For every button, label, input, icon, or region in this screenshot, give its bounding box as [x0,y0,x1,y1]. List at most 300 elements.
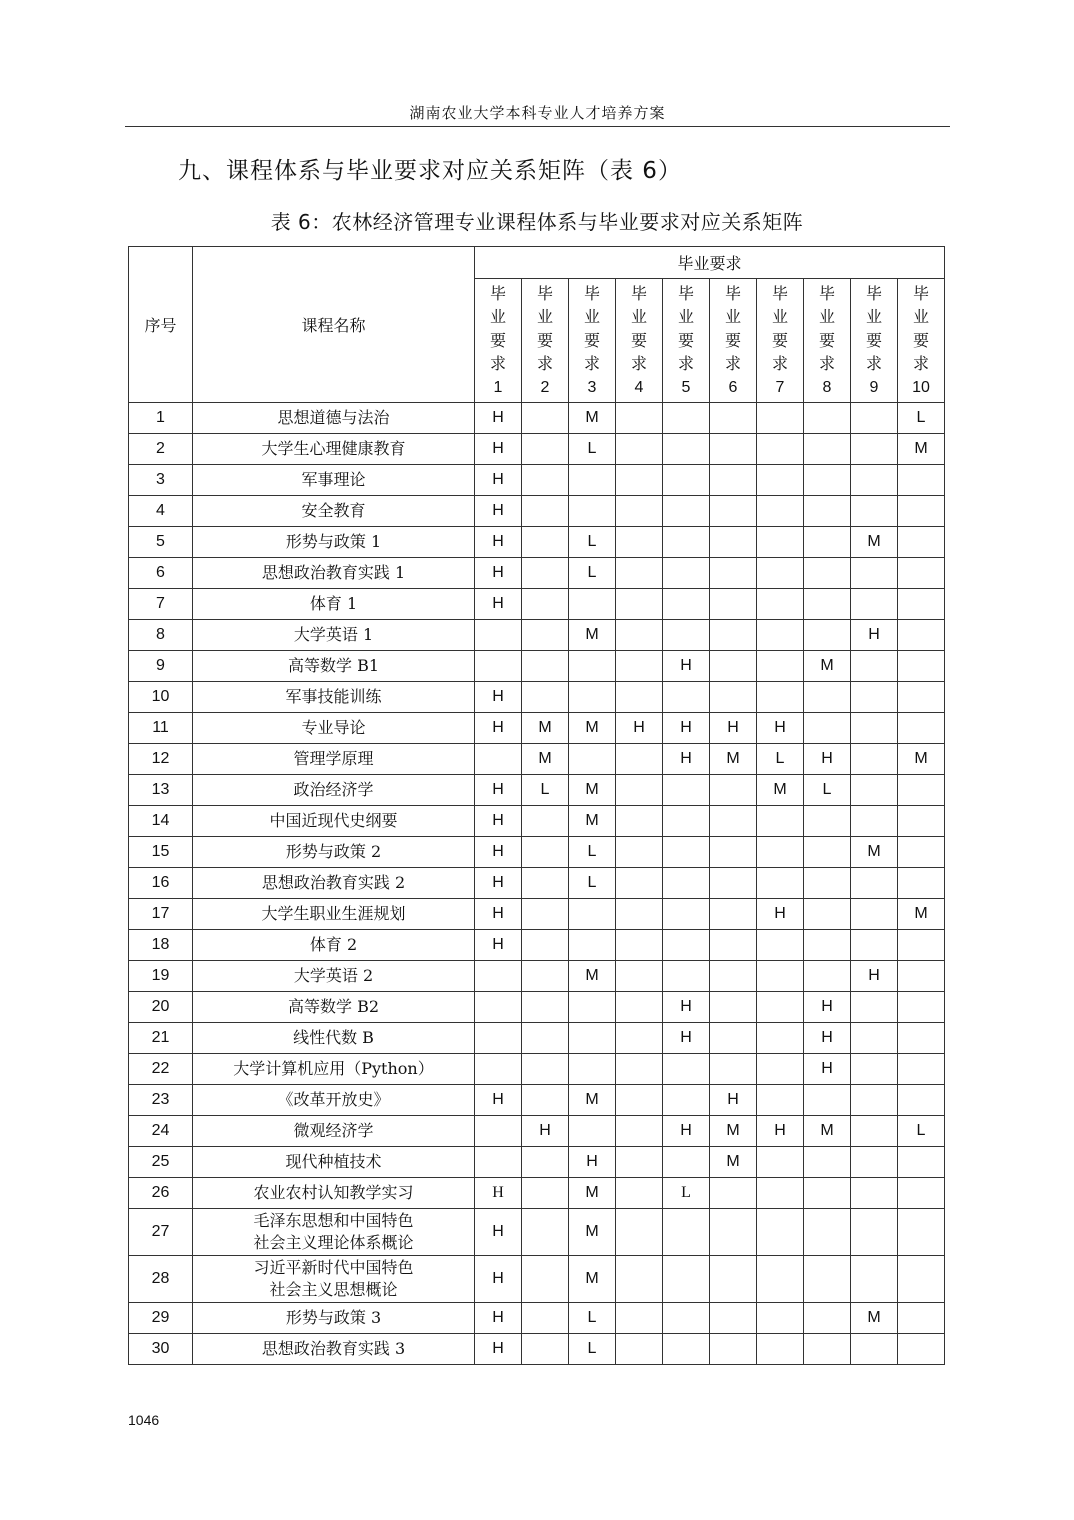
requirement-mark-3 [569,465,616,496]
requirement-mark-4: H [616,713,663,744]
header-requirement-4 [616,279,663,403]
requirement-mark-4 [616,434,663,465]
requirement-mark-10 [898,1209,945,1256]
requirement-mark-7 [757,1334,804,1365]
requirement-mark-3: M [569,1178,616,1209]
requirement-mark-6: H [710,1085,757,1116]
course-name [193,930,475,961]
requirement-mark-10 [898,1178,945,1209]
requirement-char: 毕 [489,283,506,303]
requirement-mark-8 [804,434,851,465]
requirement-mark-7 [757,1178,804,1209]
requirement-char: 业 [724,307,741,327]
requirement-mark-10 [898,682,945,713]
requirement-mark-4 [616,403,663,434]
requirement-mark-10: M [898,899,945,930]
requirement-char: 求 [583,354,600,374]
course-name [193,1147,475,1178]
requirement-mark-4 [616,1023,663,1054]
requirement-mark-9 [851,1178,898,1209]
course-name [193,527,475,558]
requirement-mark-9 [851,744,898,775]
requirement-mark-7 [757,1023,804,1054]
course-name-line: 毛泽东思想和中国特色 [253,1211,414,1230]
row-index: 27 [129,1209,193,1256]
requirement-mark-7 [757,465,804,496]
requirement-mark-10: L [898,403,945,434]
requirement-mark-4 [616,620,663,651]
requirement-number: 8 [822,378,832,396]
requirement-mark-2 [522,899,569,930]
table-row [129,713,945,744]
requirement-mark-6: M [710,744,757,775]
requirement-mark-2 [522,682,569,713]
row-index: 20 [129,992,193,1023]
requirement-mark-10 [898,1054,945,1085]
requirement-mark-1: H [475,496,522,527]
table-row [129,620,945,651]
requirement-mark-7 [757,434,804,465]
table-row [129,1054,945,1085]
requirement-char: 求 [677,354,694,374]
row-index: 30 [129,1334,193,1365]
course-name [193,589,475,620]
requirement-mark-9 [851,1054,898,1085]
requirement-mark-8 [804,868,851,899]
requirement-mark-6 [710,930,757,961]
requirement-char: 求 [771,354,788,374]
row-index: 5 [129,527,193,558]
requirement-mark-2 [522,837,569,868]
requirement-mark-8: M [804,1116,851,1147]
table-row [129,806,945,837]
requirement-char: 毕 [771,283,788,303]
requirement-mark-10 [898,1085,945,1116]
requirement-mark-9: H [851,961,898,992]
course-name-line: 军事技能训练 [285,687,382,706]
requirement-mark-8 [804,1209,851,1256]
requirement-number: 3 [587,378,597,396]
requirement-mark-9 [851,806,898,837]
requirement-mark-1: H [475,465,522,496]
row-index: 1 [129,403,193,434]
requirement-mark-5 [663,1085,710,1116]
requirement-mark-1 [475,1054,522,1085]
requirement-mark-2 [522,434,569,465]
header-requirement-5 [663,279,710,403]
requirement-char: 求 [489,354,506,374]
requirement-mark-5 [663,682,710,713]
requirement-char: 毕 [630,283,647,303]
requirement-mark-10 [898,527,945,558]
requirement-mark-5 [663,620,710,651]
requirement-number: 4 [634,378,644,396]
requirement-char: 要 [630,330,647,350]
requirement-mark-9 [851,589,898,620]
requirement-char: 业 [630,307,647,327]
requirement-mark-3: M [569,1256,616,1303]
requirement-mark-10 [898,1303,945,1334]
requirement-mark-4 [616,527,663,558]
requirement-mark-3 [569,1116,616,1147]
course-name-line: 高等数学 B2 [287,997,380,1016]
header-requirement-9 [851,279,898,403]
row-index: 7 [129,589,193,620]
requirement-mark-7 [757,558,804,589]
header-requirement-8 [804,279,851,403]
course-name [193,806,475,837]
table-row [129,1023,945,1054]
course-name-line: 微观经济学 [293,1121,374,1140]
requirement-mark-2 [522,527,569,558]
requirement-mark-1 [475,620,522,651]
course-name [193,713,475,744]
course-name-line: 社会主义理论体系概论 [253,1233,414,1252]
requirement-mark-4 [616,651,663,682]
requirement-mark-3 [569,930,616,961]
requirement-mark-8 [804,1178,851,1209]
requirement-mark-10 [898,651,945,682]
requirement-mark-4 [616,1334,663,1365]
requirement-mark-6 [710,403,757,434]
requirement-mark-8 [804,1256,851,1303]
requirement-mark-5 [663,899,710,930]
table-row [129,961,945,992]
requirement-mark-2 [522,1054,569,1085]
requirement-mark-4 [616,930,663,961]
course-name-line: 大学计算机应用（Python） [233,1059,434,1078]
requirement-mark-1: H [475,558,522,589]
requirement-char: 业 [489,307,506,327]
requirement-mark-5: H [663,1116,710,1147]
requirement-mark-5 [663,1303,710,1334]
requirement-mark-9 [851,465,898,496]
table-row [129,837,945,868]
requirement-mark-4 [616,1085,663,1116]
course-name-line: 现代种植技术 [285,1152,382,1171]
table-row [129,744,945,775]
requirement-mark-1 [475,1147,522,1178]
requirement-mark-10 [898,713,945,744]
requirement-mark-1: H [475,837,522,868]
requirement-mark-9 [851,930,898,961]
requirement-mark-9 [851,713,898,744]
requirement-mark-5 [663,403,710,434]
requirement-mark-5 [663,868,710,899]
course-name [193,775,475,806]
requirement-mark-2 [522,992,569,1023]
requirement-mark-3: M [569,713,616,744]
requirement-char: 求 [912,354,929,374]
requirement-mark-7 [757,1085,804,1116]
table-row [129,589,945,620]
requirement-mark-4 [616,1116,663,1147]
requirement-mark-1: H [475,527,522,558]
requirement-mark-9 [851,651,898,682]
course-name [193,1085,475,1116]
requirement-mark-10 [898,806,945,837]
requirement-mark-10 [898,1256,945,1303]
requirement-mark-10 [898,1147,945,1178]
course-name-line: 大学生心理健康教育 [261,439,406,458]
requirement-mark-10 [898,1334,945,1365]
course-name [193,620,475,651]
requirement-mark-6 [710,806,757,837]
requirement-mark-7: H [757,1116,804,1147]
requirement-mark-7: L [757,744,804,775]
requirement-mark-10 [898,496,945,527]
requirement-char: 要 [724,330,741,350]
course-name [193,558,475,589]
course-name [193,837,475,868]
requirement-mark-10 [898,868,945,899]
course-name-line: 形势与政策 1 [285,532,382,551]
requirement-mark-3: H [569,1147,616,1178]
requirement-mark-7: H [757,899,804,930]
requirement-char: 毕 [818,283,835,303]
requirement-mark-5 [663,1256,710,1303]
course-name-line: 政治经济学 [293,780,374,799]
table-row [129,496,945,527]
requirement-mark-4 [616,744,663,775]
requirement-mark-9: M [851,1303,898,1334]
requirement-mark-2: H [522,1116,569,1147]
requirement-mark-8: H [804,744,851,775]
requirement-char: 毕 [865,283,882,303]
requirement-mark-1: H [475,589,522,620]
row-index: 9 [129,651,193,682]
requirement-mark-1: H [475,1303,522,1334]
table-row [129,1116,945,1147]
course-name [193,496,475,527]
course-name-line: 体育 2 [309,935,358,954]
requirement-mark-6 [710,496,757,527]
requirement-mark-5 [663,1054,710,1085]
requirement-char: 业 [536,307,553,327]
requirement-mark-5: L [663,1178,710,1209]
requirement-mark-8 [804,1303,851,1334]
course-name [193,899,475,930]
requirement-mark-7 [757,1303,804,1334]
requirement-mark-5 [663,930,710,961]
requirement-mark-7 [757,527,804,558]
requirement-mark-7 [757,930,804,961]
row-index: 26 [129,1178,193,1209]
row-index: 2 [129,434,193,465]
table-row [129,1147,945,1178]
requirement-mark-1: H [475,775,522,806]
course-name [193,1023,475,1054]
course-name [193,1054,475,1085]
requirement-mark-3 [569,589,616,620]
requirement-mark-3 [569,744,616,775]
row-index: 14 [129,806,193,837]
requirement-mark-2 [522,806,569,837]
requirement-mark-6 [710,992,757,1023]
requirement-mark-6 [710,465,757,496]
requirement-mark-2 [522,1085,569,1116]
requirement-mark-2 [522,1209,569,1256]
requirement-mark-9 [851,899,898,930]
requirement-mark-5: H [663,713,710,744]
header-requirement-3 [569,279,616,403]
requirement-mark-2 [522,1178,569,1209]
requirement-mark-3: M [569,1209,616,1256]
requirement-mark-10 [898,992,945,1023]
requirement-mark-3 [569,496,616,527]
requirement-mark-6: H [710,713,757,744]
page-number: 1046 [128,1412,160,1428]
requirement-mark-1: H [475,930,522,961]
table-row [129,1256,945,1303]
requirement-mark-4 [616,1178,663,1209]
requirement-mark-1: H [475,1178,522,1209]
requirement-char: 毕 [677,283,694,303]
requirement-mark-1: H [475,1085,522,1116]
requirement-mark-9 [851,1334,898,1365]
requirement-mark-8 [804,465,851,496]
requirement-mark-10: M [898,744,945,775]
requirement-char: 求 [865,354,882,374]
requirement-mark-9 [851,1256,898,1303]
table-row [129,403,945,434]
row-index: 29 [129,1303,193,1334]
requirement-mark-10: L [898,1116,945,1147]
requirement-mark-3: L [569,434,616,465]
requirement-mark-8 [804,899,851,930]
course-name [193,1178,475,1209]
requirement-mark-8: H [804,1054,851,1085]
table-row [129,465,945,496]
requirement-mark-7 [757,806,804,837]
requirement-mark-1: H [475,1334,522,1365]
requirement-mark-8 [804,806,851,837]
course-name [193,1303,475,1334]
requirement-mark-2 [522,1023,569,1054]
requirement-mark-4 [616,775,663,806]
course-name [193,961,475,992]
requirement-mark-5 [663,527,710,558]
course-name-line: 专业导论 [301,718,366,737]
requirement-char: 业 [677,307,694,327]
row-index: 13 [129,775,193,806]
requirement-mark-1: H [475,1256,522,1303]
requirement-char: 业 [583,307,600,327]
requirement-mark-2 [522,1303,569,1334]
requirement-mark-9 [851,1023,898,1054]
requirement-mark-5 [663,434,710,465]
course-name-line: 形势与政策 3 [285,1308,382,1327]
requirement-mark-8 [804,403,851,434]
course-name [193,1334,475,1365]
requirement-mark-9 [851,403,898,434]
requirement-mark-7 [757,837,804,868]
requirement-mark-6 [710,651,757,682]
requirement-mark-4 [616,1147,663,1178]
requirement-mark-4 [616,961,663,992]
course-name-line: 军事理论 [301,470,366,489]
requirement-mark-1 [475,744,522,775]
requirement-mark-10 [898,1023,945,1054]
course-name-line: 《改革开放史》 [277,1090,390,1109]
row-index: 24 [129,1116,193,1147]
requirement-mark-1: H [475,403,522,434]
requirement-number: 7 [775,378,785,396]
header-requirement-10 [898,279,945,403]
requirement-char: 要 [912,330,929,350]
course-name-line: 习近平新时代中国特色 [253,1258,414,1277]
requirement-mark-1: H [475,806,522,837]
course-name [193,651,475,682]
requirement-mark-1 [475,1023,522,1054]
requirement-mark-5 [663,961,710,992]
requirement-mark-7 [757,961,804,992]
requirement-mark-8: H [804,1023,851,1054]
requirement-mark-5 [663,465,710,496]
requirement-mark-10 [898,558,945,589]
row-index: 4 [129,496,193,527]
requirement-mark-8 [804,713,851,744]
requirement-mark-2 [522,465,569,496]
requirement-mark-3: L [569,1334,616,1365]
course-name [193,403,475,434]
requirement-mark-3 [569,992,616,1023]
requirement-mark-4 [616,1209,663,1256]
requirement-mark-7 [757,496,804,527]
requirement-mark-4 [616,465,663,496]
requirement-mark-1 [475,992,522,1023]
requirement-mark-5: H [663,1023,710,1054]
row-index: 10 [129,682,193,713]
table-row [129,868,945,899]
requirement-mark-9: H [851,620,898,651]
requirement-char: 求 [818,354,835,374]
requirement-mark-1 [475,961,522,992]
requirement-char: 要 [583,330,600,350]
row-index: 6 [129,558,193,589]
requirement-mark-8: L [804,775,851,806]
requirement-mark-1: H [475,899,522,930]
requirement-mark-2: M [522,744,569,775]
requirement-mark-10 [898,961,945,992]
header-graduation-requirements: 毕业要求 [475,247,945,279]
requirement-mark-8 [804,1334,851,1365]
requirement-mark-5 [663,1147,710,1178]
requirement-mark-3: M [569,806,616,837]
row-index: 23 [129,1085,193,1116]
requirement-mark-2 [522,868,569,899]
requirement-mark-7 [757,403,804,434]
course-name [193,992,475,1023]
requirement-mark-7 [757,589,804,620]
requirement-mark-8 [804,682,851,713]
requirement-mark-1: H [475,434,522,465]
course-name-line: 高等数学 B1 [287,656,380,675]
requirement-mark-3: M [569,775,616,806]
header-requirement-2 [522,279,569,403]
course-name [193,682,475,713]
requirement-char: 业 [912,307,929,327]
requirement-mark-8 [804,558,851,589]
requirement-mark-5: H [663,992,710,1023]
table-row [129,434,945,465]
requirement-mark-3: L [569,527,616,558]
requirement-mark-5: H [663,744,710,775]
requirement-mark-3: M [569,1085,616,1116]
requirement-mark-1: H [475,713,522,744]
requirement-mark-5: H [663,651,710,682]
table-row [129,527,945,558]
